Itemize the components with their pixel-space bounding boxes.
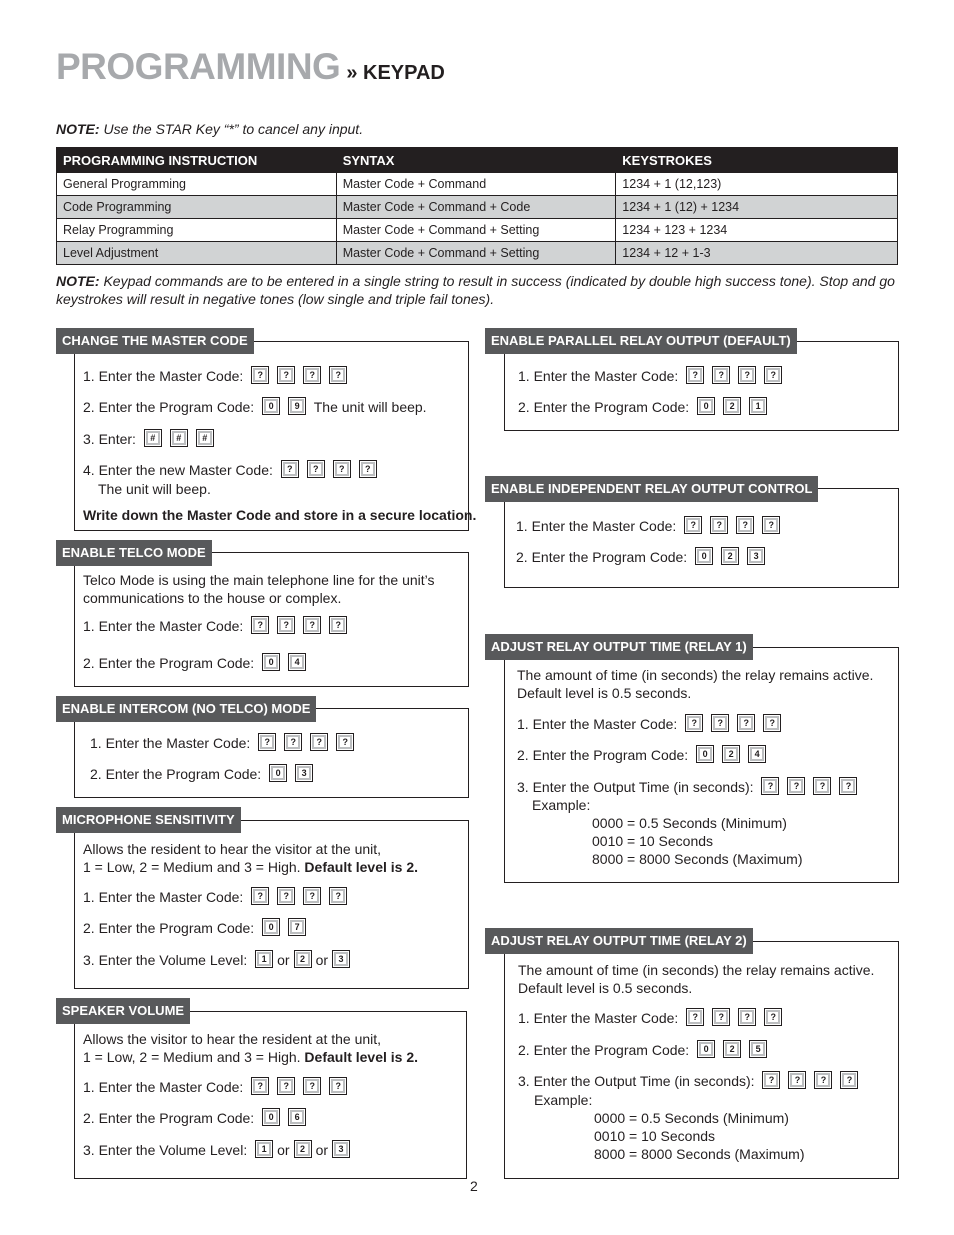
column-header: PROGRAMMING INSTRUCTION [57,148,337,173]
relay1-desc-2: Default level is 0.5 seconds. [517,685,692,701]
speaker-step-2 [83,1109,310,1128]
step-text: 2. Enter the Program Code: [83,655,255,671]
independent-relay-heading: ENABLE INDEPENDENT RELAY OUTPUT CONTROL [485,476,818,502]
key-3-icon: 3 [747,547,765,565]
key-question-icon: ? [251,887,269,905]
table-row [57,173,898,196]
step-text: 1. Enter the Master Code: [518,1010,679,1026]
key-2-icon: 2 [294,950,312,968]
key-question-icon: ? [686,366,704,384]
title-main: PROGRAMMING [56,46,341,87]
key-question-icon: ? [258,733,276,751]
key-question-icon: ? [310,733,328,751]
intercom-step-1 [90,734,358,753]
key-question-icon: ? [738,1008,756,1026]
step-note: The unit will beep. [313,399,427,415]
step-text: 3. Enter the Output Time (in seconds): [518,1073,755,1089]
step-text: 1. Enter the Master Code: [518,368,679,384]
step-text: 2. Enter the Program Code: [90,766,262,782]
default-level-text: Default level is 2. [304,1049,419,1065]
key-question-icon: ? [281,460,299,478]
step-text: 1. Enter the Master Code: [83,889,244,905]
speaker-step-1 [83,1078,351,1097]
master-step-4 [83,461,381,480]
desc-text: 1 = Low, 2 = Medium and 3 = High. [83,1049,305,1065]
relay2-step-1 [518,1009,786,1028]
note-text: Use the STAR Key “*” to cancel any input. [99,121,364,137]
master-step-1 [83,367,351,386]
key-question-icon: ? [764,1008,782,1026]
key-question-icon: ? [684,516,702,534]
key-question-icon: ? [336,733,354,751]
key-question-icon: ? [251,616,269,634]
key-question-icon: ? [737,714,755,732]
default-level-text: Default level is 2. [304,859,419,875]
key-question-icon: ? [277,366,295,384]
key-question-icon: ? [813,777,831,795]
intercom-step-2 [90,765,317,784]
table-cell: Master Code + Command + Code [336,196,616,219]
key-question-icon: ? [303,616,321,634]
table-cell: General Programming [57,173,337,196]
key-question-icon: ? [251,1077,269,1095]
desc-text: 1 = Low, 2 = Medium and 3 = High. [83,859,305,875]
key-question-icon: ? [686,1008,704,1026]
key-question-icon: ? [359,460,377,478]
key-question-icon: ? [329,616,347,634]
table-cell: Level Adjustment [57,242,337,265]
table-cell: 1234 + 12 + 1-3 [616,242,898,265]
relay2-desc-1: The amount of time (in seconds) the relay remains active. [518,962,875,978]
key-question-icon: ? [277,887,295,905]
column-header: SYNTAX [336,148,616,173]
speaker-step-3 [83,1141,354,1160]
relay2-step-3 [518,1072,862,1091]
key-question-icon: ? [814,1071,832,1089]
key-7-icon: 7 [288,918,306,936]
speaker-desc-2 [83,1048,418,1066]
relay2-example-2: 0010 = 10 Seconds [594,1128,716,1144]
programming-table [56,147,898,265]
title-sub: » KEYPAD [346,62,445,84]
key-2-icon: 2 [721,547,739,565]
table-cell: 1234 + 1 (12) + 1234 [616,196,898,219]
mic-step-3 [83,951,354,970]
key-question-icon: ? [277,616,295,634]
telco-desc-1: Telco Mode is using the main telephone line for the unit’s [83,572,435,588]
key-0-icon: 0 [269,764,287,782]
page-title [56,46,445,88]
telco-step-1 [83,617,351,636]
key-0-icon: 0 [697,1040,715,1058]
parallel-step-1 [518,367,786,386]
table-cell: 1234 + 123 + 1234 [616,219,898,242]
key-question-icon: ? [329,1077,347,1095]
column-header: KEYSTROKES [616,148,898,173]
step-text: 2. Enter the Program Code: [517,747,689,763]
key-1-icon: 1 [749,397,767,415]
key-2-icon: 2 [294,1140,312,1158]
table-cell: 1234 + 1 (12,123) [616,173,898,196]
key-question-icon: ? [303,887,321,905]
relay2-step-2 [518,1041,771,1060]
key-question-icon: ? [711,714,729,732]
key-2-icon: 2 [722,745,740,763]
key-question-icon: ? [329,366,347,384]
step-text: 1. Enter the Master Code: [83,1079,244,1095]
key-question-icon: ? [284,733,302,751]
key-hash-icon: # [196,429,214,447]
step-text: 3. Enter the Volume Level: [83,1142,248,1158]
key-question-icon: ? [736,516,754,534]
relay2-heading: ADJUST RELAY OUTPUT TIME (RELAY 2) [485,928,753,954]
relay1-step-2 [517,746,770,765]
or-text: or [315,1142,329,1158]
key-question-icon: ? [333,460,351,478]
key-2-icon: 2 [723,1040,741,1058]
key-0-icon: 0 [262,397,280,415]
table-cell: Relay Programming [57,219,337,242]
mic-desc-1: Allows the resident to hear the visitor at the unit, [83,841,382,857]
master-code-heading: CHANGE THE MASTER CODE [56,328,254,354]
key-9-icon: 9 [288,397,306,415]
key-0-icon: 0 [262,918,280,936]
relay1-example-1: 0000 = 0.5 Seconds (Minimum) [592,815,787,831]
key-0-icon: 0 [696,745,714,763]
table-cell: Code Programming [57,196,337,219]
step-text: 1. Enter the Master Code: [517,716,678,732]
key-3-icon: 3 [295,764,313,782]
key-0-icon: 0 [262,1108,280,1126]
keystroke-note [56,272,898,308]
step-text: 1. Enter the Master Code: [90,735,251,751]
master-step-3 [83,430,218,449]
key-1-icon: 1 [255,950,273,968]
key-question-icon: ? [764,366,782,384]
table-cell: Master Code + Command + Setting [336,219,616,242]
table-row [57,196,898,219]
key-question-icon: ? [762,516,780,534]
key-question-icon: ? [710,516,728,534]
step-text: 1. Enter the Master Code: [83,368,244,384]
table-header-row [57,148,898,173]
relay2-desc-2: Default level is 0.5 seconds. [518,980,693,996]
speaker-desc-1: Allows the visitor to hear the resident at the unit, [83,1031,382,1047]
key-question-icon: ? [277,1077,295,1095]
key-0-icon: 0 [695,547,713,565]
key-question-icon: ? [839,777,857,795]
parallel-step-2 [518,398,771,417]
key-question-icon: ? [251,366,269,384]
key-question-icon: ? [303,366,321,384]
step-text: 2. Enter the Program Code: [83,399,255,415]
telco-step-2 [83,654,310,673]
note-label: NOTE: [56,121,100,137]
independent-step-1 [516,517,784,536]
key-question-icon: ? [329,887,347,905]
table-row [57,219,898,242]
or-text: or [277,952,290,968]
step-text: 1. Enter the Master Code: [516,518,677,534]
step-text: 2. Enter the Program Code: [83,920,255,936]
relay1-step-1 [517,715,785,734]
relay2-example-label: Example: [534,1092,593,1108]
note-label: NOTE: [56,273,100,289]
mic-step-2 [83,919,310,938]
step-text: 2. Enter the Program Code: [516,549,688,565]
key-question-icon: ? [840,1071,858,1089]
key-question-icon: ? [762,1071,780,1089]
key-0-icon: 0 [262,653,280,671]
telco-desc-2: communications to the house or complex. [83,590,342,606]
key-question-icon: ? [788,1071,806,1089]
step-text: 4. Enter the new Master Code: [83,462,273,478]
microphone-heading: MICROPHONE SENSITIVITY [56,807,241,833]
key-question-icon: ? [307,460,325,478]
mic-desc-2 [83,858,418,876]
key-4-icon: 4 [748,745,766,763]
key-3-icon: 3 [332,1140,350,1158]
key-3-icon: 3 [332,950,350,968]
step-text: 3. Enter: [83,431,136,447]
or-text: or [277,1142,290,1158]
step-text: 2. Enter the Program Code: [518,399,690,415]
speaker-heading: SPEAKER VOLUME [56,998,190,1024]
master-warning: Write down the Master Code and store in a secure location. [83,507,477,523]
step-text: 3. Enter the Volume Level: [83,952,248,968]
key-0-icon: 0 [697,397,715,415]
telco-heading: ENABLE TELCO MODE [56,540,212,566]
key-question-icon: ? [685,714,703,732]
key-5-icon: 5 [749,1040,767,1058]
table-row [57,242,898,265]
relay1-example-label: Example: [532,797,591,813]
key-6-icon: 6 [288,1108,306,1126]
key-question-icon: ? [763,714,781,732]
master-step-4-note: The unit will beep. [98,481,211,497]
step-text: 2. Enter the Program Code: [83,1110,255,1126]
key-1-icon: 1 [255,1140,273,1158]
key-question-icon: ? [738,366,756,384]
relay1-example-2: 0010 = 10 Seconds [592,833,714,849]
step-text: 3. Enter the Output Time (in seconds): [517,779,754,795]
relay2-example-1: 0000 = 0.5 Seconds (Minimum) [594,1110,789,1126]
key-question-icon: ? [761,777,779,795]
independent-step-2 [516,548,769,567]
relay1-desc-1: The amount of time (in seconds) the relay remains active. [517,667,874,683]
master-step-2 [83,398,427,417]
key-question-icon: ? [787,777,805,795]
key-hash-icon: # [144,429,162,447]
step-text: 1. Enter the Master Code: [83,618,244,634]
parallel-relay-heading: ENABLE PARALLEL RELAY OUTPUT (DEFAULT) [485,328,797,354]
or-text: or [315,952,329,968]
mic-step-1 [83,888,351,907]
cancel-note [56,121,363,137]
relay1-example-3: 8000 = 8000 Seconds (Maximum) [592,851,803,867]
key-hash-icon: # [170,429,188,447]
page-number: 2 [470,1178,478,1194]
key-question-icon: ? [712,366,730,384]
note-text: Keypad commands are to be entered in a single string to result in success (indicated by double high success tone). Stop and go keystrokes will result in negative tones (low single and triple fail tones). [56,273,895,307]
key-question-icon: ? [303,1077,321,1095]
key-2-icon: 2 [723,397,741,415]
relay2-example-3: 8000 = 8000 Seconds (Maximum) [594,1146,805,1162]
key-4-icon: 4 [288,653,306,671]
independent-relay-panel [504,488,899,588]
table-cell: Master Code + Command + Setting [336,242,616,265]
intercom-heading: ENABLE INTERCOM (NO TELCO) MODE [56,696,316,722]
step-text: 2. Enter the Program Code: [518,1042,690,1058]
key-question-icon: ? [712,1008,730,1026]
relay1-heading: ADJUST RELAY OUTPUT TIME (RELAY 1) [485,634,753,660]
table-cell: Master Code + Command [336,173,616,196]
relay1-step-3 [517,778,861,797]
